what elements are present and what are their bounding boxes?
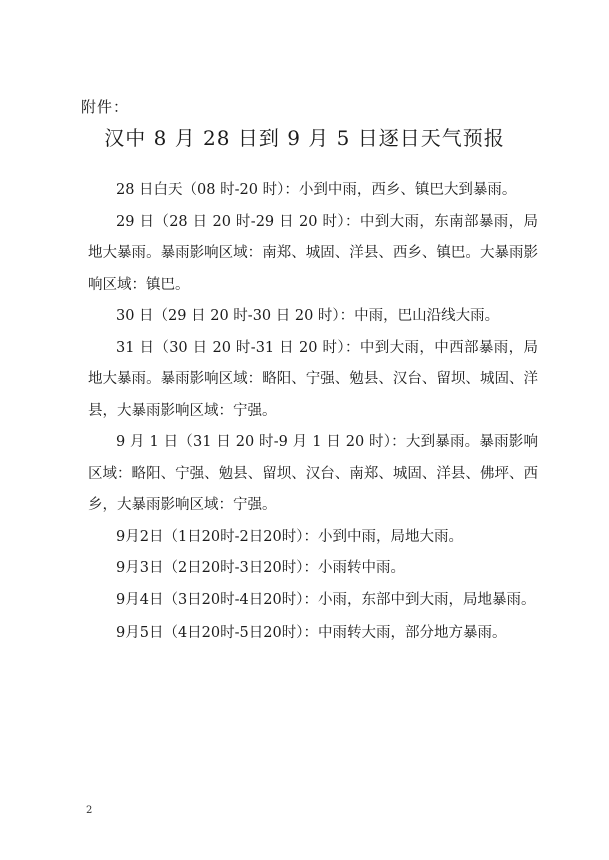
forecast-paragraph-aug30: 30 日（29 日 20 时-30 日 20 时）：中雨，巴山沿线大雨。 (116, 308, 500, 324)
forecast-paragraph-sep4: 9月4日（3日20时-4日20时）：小雨，东部中到大雨，局地暴雨。 (116, 591, 536, 608)
forecast-paragraph-sep3: 9月3日（2日20时-3日20时）：小雨转中雨。 (116, 560, 405, 576)
forecast-paragraph-sep2: 9月2日（1日20时-2日20时）：小到中雨，局地大雨。 (116, 528, 463, 545)
document-title: 汉中 8 月 28 日到 9 月 5 日逐日天气预报 (104, 126, 505, 150)
forecast-paragraph-sep1: 9 月 1 日（31 日 20 时-9 月 1 日 20 时）：大到暴雨。暴雨影响区域：略阳、宁强、勉县、留坝、汉台、南郑、城固、洋县、佛坪、西乡，大暴雨影响区域：宁强。 (88, 434, 538, 513)
forecast-body (88, 175, 538, 650)
forecast-paragraph-aug31: 31 日（30 日 20 时-31 日 20 时）：中到大雨，中西部暴雨，局地大暴雨。暴雨影响区域：略阳、宁强、勉县、汉台、留坝、城固、洋县，大暴雨影响区域：宁强。 (88, 339, 538, 419)
page-number: 2 (86, 805, 93, 816)
forecast-paragraph-aug28: 28 日白天（08 时-20 时）：小到中雨，西乡、镇巴大到暴雨。 (116, 182, 517, 198)
forecast-paragraph-aug29: 29 日（28 日 20 时-29 日 20 时）：中到大雨，东南部暴雨，局地大暴雨。暴雨影响区域：南郑、城固、洋县、西乡、镇巴。大暴雨影响区域：镇巴。 (88, 213, 538, 293)
forecast-paragraph-sep5: 9月5日（4日20时-5日20时）：中雨转大雨，部分地方暴雨。 (116, 625, 507, 641)
attachment-label: 附件： (81, 98, 130, 116)
